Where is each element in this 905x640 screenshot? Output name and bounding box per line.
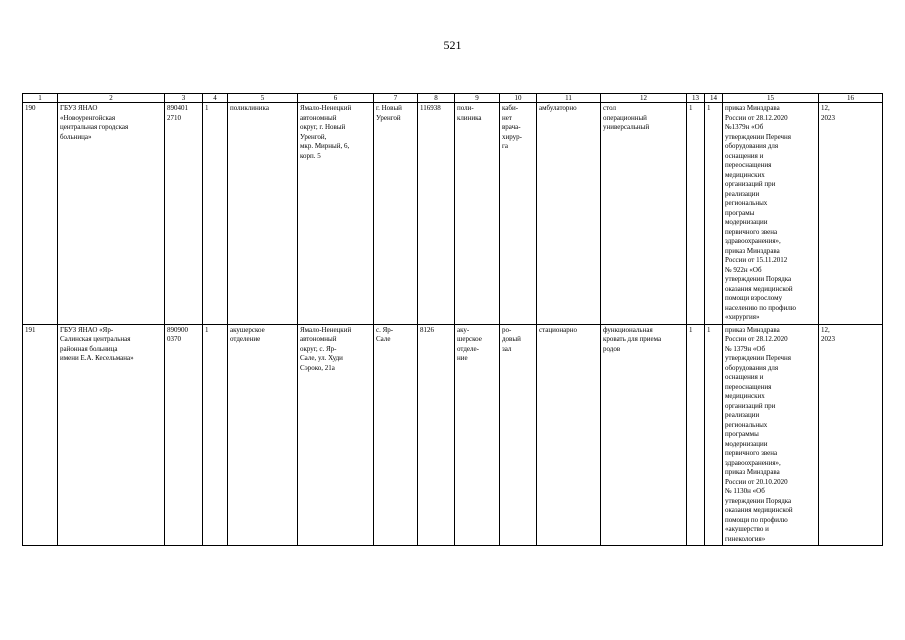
table-cell-col-8: 116938 — [418, 103, 455, 325]
table-cell-col-11 — [537, 324, 601, 546]
cell-text-line: нет — [502, 113, 512, 122]
table-cell-col-14: 1 — [705, 324, 723, 546]
cell-text-line: утверждении Перечня — [725, 132, 792, 141]
cell-text-line: реализации — [725, 189, 760, 198]
table-cell-col-3 — [165, 324, 203, 546]
cell-text-line: приказ Минздрава — [725, 104, 780, 112]
table-cell-col-1: 190 — [23, 103, 58, 325]
cell-text-line: мкр. Мирный, 6, — [300, 142, 350, 150]
cell-text-line: Уренгой — [376, 113, 401, 122]
cell-text-line: га — [502, 142, 508, 150]
cell-text-line: универсальный — [603, 123, 650, 131]
cell-text-line: поли- — [457, 104, 474, 112]
cell-text-line: с. Яр- — [376, 325, 394, 334]
cell-text-line: оказания медицинской — [725, 284, 793, 293]
column-header-12: 12 — [601, 94, 687, 103]
cell-text-line: гинекология» — [725, 534, 766, 543]
column-header-3: 3 — [165, 94, 203, 103]
cell-text-line: клиника — [457, 113, 482, 122]
table-cell-col-10 — [500, 324, 537, 546]
cell-text-line: оборудования для — [725, 142, 779, 150]
cell-text-line: поликлиника — [230, 104, 269, 112]
column-header-4: 4 — [203, 94, 228, 103]
cell-text-line: амбулаторно — [539, 104, 577, 112]
cell-text-line: помощи взрослому — [725, 294, 783, 302]
cell-text-line: функциональная — [603, 325, 653, 334]
cell-text-line: 0370 — [167, 335, 181, 343]
table-cell-col-5 — [228, 324, 298, 546]
cell-text-line: Сэроко, 21а — [300, 363, 335, 372]
cell-text-line: России от 15.11.2012 — [725, 256, 788, 264]
column-header-6: 6 — [298, 94, 374, 103]
cell-text-line: № 1130н «Об — [725, 487, 765, 495]
cell-text-line: переоснащения — [725, 382, 772, 391]
column-header-2: 2 — [58, 94, 165, 103]
cell-text-line: Сале, ул. Худи — [300, 354, 343, 362]
cell-text-line: Сале — [376, 335, 391, 343]
column-header-14: 14 — [705, 94, 723, 103]
cell-text-line: первичного звена — [725, 227, 778, 236]
cell-text-line: програмы — [725, 208, 755, 217]
column-header-10: 10 — [500, 94, 537, 103]
cell-text-line: медицинских — [725, 392, 765, 400]
column-header-8: 8 — [418, 94, 455, 103]
cell-text-line: 2023 — [821, 335, 835, 343]
column-header-11: 11 — [537, 94, 601, 103]
cell-text-line: ро- — [502, 325, 512, 334]
column-header-9: 9 — [455, 94, 500, 103]
cell-text-line: зал — [502, 344, 512, 353]
cell-text-line: приказ Минздрава — [725, 246, 780, 255]
cell-text-line: переоснащения — [725, 161, 772, 169]
cell-text-line: модернизации — [725, 439, 768, 448]
table-cell-col-4: 1 — [203, 324, 228, 546]
cell-text-line: центральная городская — [60, 123, 129, 131]
cell-text-line: ГБУЗ ЯНАО — [60, 104, 98, 112]
cell-text-line: имени Е.А. Кесельмана» — [60, 354, 134, 362]
cell-text-line: стационарно — [539, 325, 577, 334]
cell-text-line: № 1379н «Об — [725, 344, 766, 353]
cell-text-line: региональных — [725, 199, 768, 207]
cell-text-line: шерское — [457, 335, 482, 343]
cell-text-line: аку- — [457, 325, 470, 334]
column-header-13: 13 — [687, 94, 705, 103]
cell-text-line: 890900 — [167, 325, 188, 334]
cell-text-line: первичного звена — [725, 449, 778, 457]
cell-text-line: Уренгой, — [300, 132, 327, 141]
cell-text-line: Салинская центральная — [60, 335, 131, 343]
table-cell-col-16 — [819, 103, 883, 325]
cell-text-line: Ямало-Ненецкий — [300, 104, 352, 112]
cell-text-line: оснащения и — [725, 373, 764, 381]
table-cell-col-15 — [723, 103, 819, 325]
cell-text-line: родов — [603, 344, 621, 353]
cell-text-line: 12, — [821, 325, 830, 334]
cell-text-line: каби- — [502, 104, 519, 112]
cell-text-line: «акушерство и — [725, 525, 769, 533]
table-cell-col-1: 191 — [23, 324, 58, 546]
cell-text-line: модернизации — [725, 218, 768, 226]
cell-text-line: оказания медицинской — [725, 506, 793, 514]
cell-text-line: 2023 — [821, 113, 835, 122]
cell-text-line: больница» — [60, 132, 92, 141]
cell-text-line: автономный — [300, 113, 337, 122]
cell-text-line: здравоохранения», — [725, 458, 781, 467]
equipment-table — [22, 93, 883, 546]
column-header-7: 7 — [374, 94, 418, 103]
cell-text-line: отделение — [230, 335, 261, 343]
table-cell-col-9 — [455, 324, 500, 546]
cell-text-line: России от 20.10.2020 — [725, 477, 788, 486]
cell-text-line: районная больница — [60, 344, 118, 353]
cell-text-line: стол — [603, 104, 616, 112]
table-cell-col-14: 1 — [705, 103, 723, 325]
cell-text-line: 12, — [821, 104, 830, 112]
table-cell-col-6 — [298, 324, 374, 546]
cell-text-line: округ, г. Новый — [300, 123, 346, 131]
cell-text-line: утверждении Порядка — [725, 275, 792, 283]
cell-text-line: №1379н «Об — [725, 123, 764, 131]
cell-text-line: Ямало-Ненецкий — [300, 325, 352, 334]
cell-text-line: операционный — [603, 113, 647, 122]
cell-text-line: округ, с. Яр- — [300, 344, 337, 353]
cell-text-line: автономный — [300, 335, 337, 343]
header-row — [23, 94, 883, 103]
table-cell-col-13: 1 — [687, 324, 705, 546]
column-header-16: 16 — [819, 94, 883, 103]
table-cell-col-2 — [58, 324, 165, 546]
table-cell-col-5 — [228, 103, 298, 325]
table-cell-col-12 — [601, 324, 687, 546]
table-cell-col-7 — [374, 103, 418, 325]
table-row — [23, 324, 883, 546]
table-cell-col-15 — [723, 324, 819, 546]
table-cell-col-2 — [58, 103, 165, 325]
cell-text-line: хирур- — [502, 132, 522, 141]
column-header-1: 1 — [23, 94, 58, 103]
table-cell-col-3 — [165, 103, 203, 325]
cell-text-line: приказ Минздрава — [725, 325, 780, 334]
cell-text-line: реализации — [725, 411, 760, 419]
cell-text-line: «хирургия» — [725, 313, 760, 321]
table-cell-col-12 — [601, 103, 687, 325]
cell-text-line: г. Новый — [376, 104, 402, 112]
cell-text-line: программы — [725, 430, 759, 438]
cell-text-line: утверждении Перечня — [725, 354, 792, 362]
cell-text-line: приказ Минздрава — [725, 468, 780, 476]
cell-text-line: помощи по профилю — [725, 515, 788, 524]
table-cell-col-9 — [455, 103, 500, 325]
cell-text-line: ГБУЗ ЯНАО «Яр- — [60, 325, 114, 334]
cell-text-line: отделе- — [457, 344, 479, 353]
table-cell-col-8: 8126 — [418, 324, 455, 546]
cell-text-line: организаций при — [725, 180, 776, 188]
column-header-15: 15 — [723, 94, 819, 103]
cell-text-line: оборудования для — [725, 363, 779, 372]
cell-text-line: довый — [502, 335, 521, 343]
table-cell-col-13: 1 — [687, 103, 705, 325]
cell-text-line: корп. 5 — [300, 151, 321, 160]
cell-text-line: утверждении Порядка — [725, 496, 792, 505]
table-row — [23, 103, 883, 325]
cell-text-line: организаций при — [725, 401, 776, 410]
cell-text-line: врача- — [502, 123, 521, 131]
cell-text-line: № 922н «Об — [725, 265, 762, 274]
cell-text-line: здравоохранения», — [725, 237, 781, 245]
table-cell-col-11 — [537, 103, 601, 325]
cell-text-line: ние — [457, 354, 468, 362]
cell-text-line: России от 28.12.2020 — [725, 335, 788, 343]
cell-text-line: оснащения и — [725, 151, 764, 160]
cell-text-line: населению по профилю — [725, 303, 796, 312]
cell-text-line: 890401 — [167, 104, 188, 112]
cell-text-line: кровать для приема — [603, 335, 662, 343]
cell-text-line: 2710 — [167, 113, 181, 122]
table-cell-col-7 — [374, 324, 418, 546]
table-cell-col-16 — [819, 324, 883, 546]
page-number: 521 — [443, 38, 462, 52]
cell-text-line: «Новоуренгойская — [60, 113, 116, 122]
cell-text-line: медицинских — [725, 170, 765, 179]
table-cell-col-10 — [500, 103, 537, 325]
cell-text-line: России от 28.12.2020 — [725, 113, 788, 122]
cell-text-line: региональных — [725, 420, 768, 429]
table-cell-col-4: 1 — [203, 103, 228, 325]
column-header-5: 5 — [228, 94, 298, 103]
table-cell-col-6 — [298, 103, 374, 325]
cell-text-line: акушерское — [230, 325, 265, 334]
